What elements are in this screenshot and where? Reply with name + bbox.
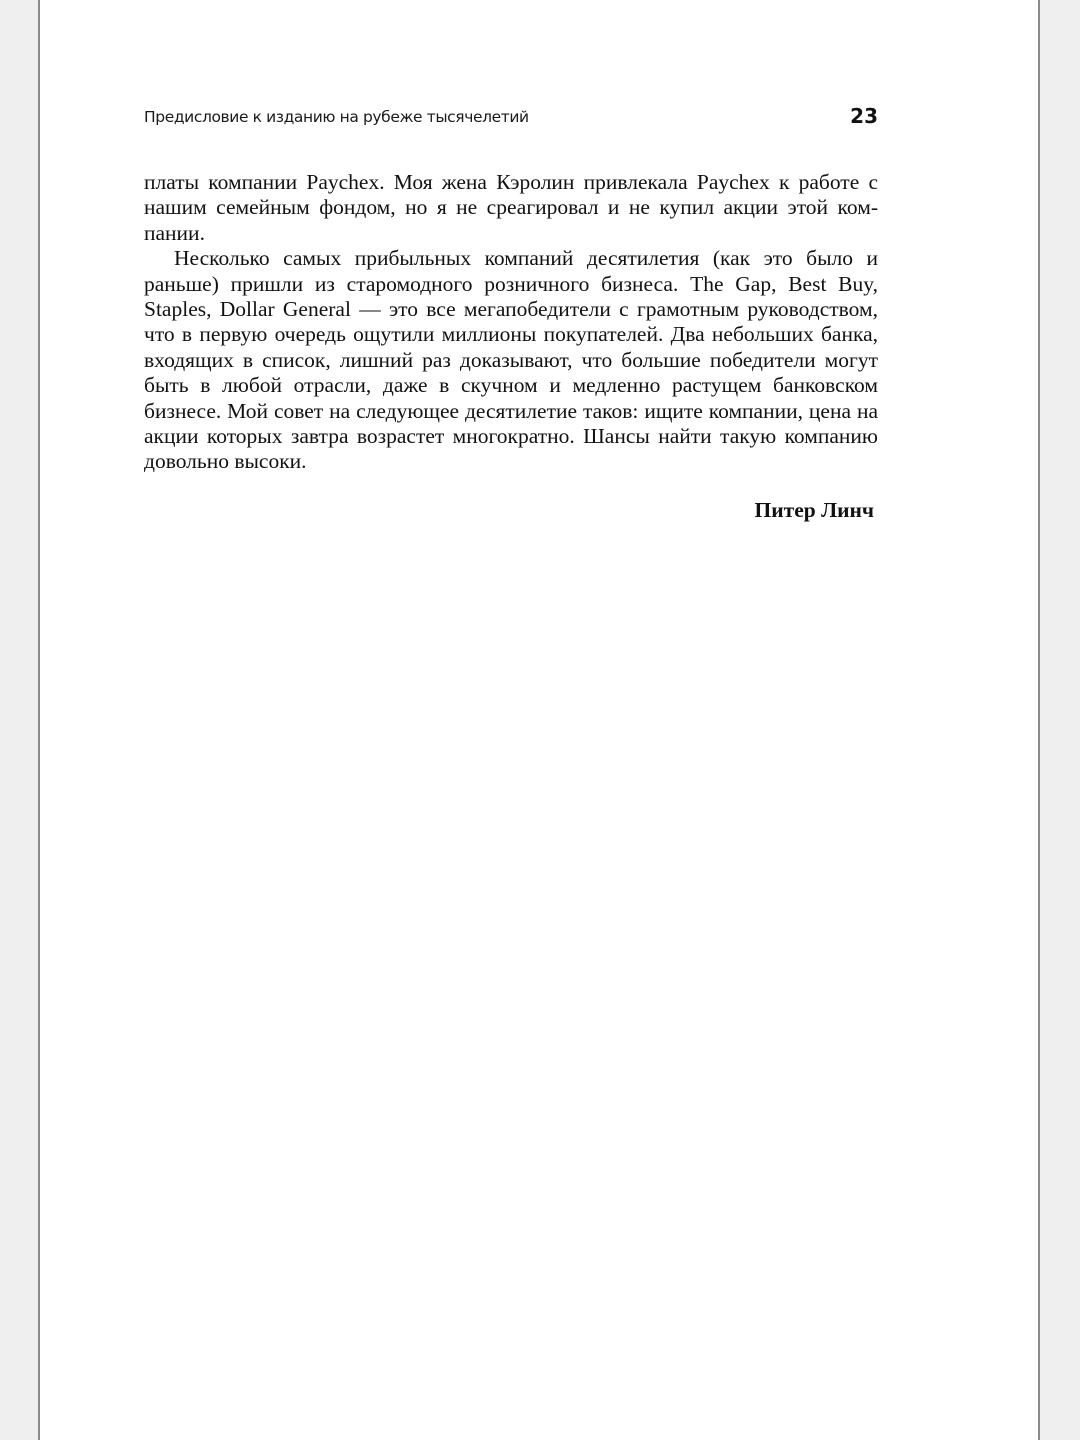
page-number: 23 bbox=[850, 104, 878, 128]
body-text bbox=[144, 170, 878, 475]
paragraph: Несколько самых прибыльных компаний десятилетия (как это было и раньше) пришли из старомодного розничного бизнеса. The Gap, Best Buy, Staples, Dollar General — это все мегапобедители с грамотным руководством, что в первую очередь ощутили миллионы покупателей. Два небольших банка, входящих в список, лишний раз доказывают, что большие победители могут быть в любой отрасли, даже в скучном и медленно растущем банковском бизнесе. Мой совет на следующее десятилетие таков: ищите компании, цена на акции которых завтра возрастет многократно. Шансы найти такую компанию довольно высоки. bbox=[144, 246, 878, 474]
running-title: Предисловие к изданию на рубеже тысячелетий bbox=[144, 108, 529, 126]
author-signature: Питер Линч bbox=[754, 498, 874, 522]
document-page bbox=[38, 0, 1040, 1440]
running-header bbox=[144, 104, 878, 134]
paragraph-continuation: платы компании Paychex. Моя жена Кэролин привлекала Paychex к работе с нашим семейным фондом, но я не среагировал и не купил акции этой компании. bbox=[144, 170, 878, 245]
